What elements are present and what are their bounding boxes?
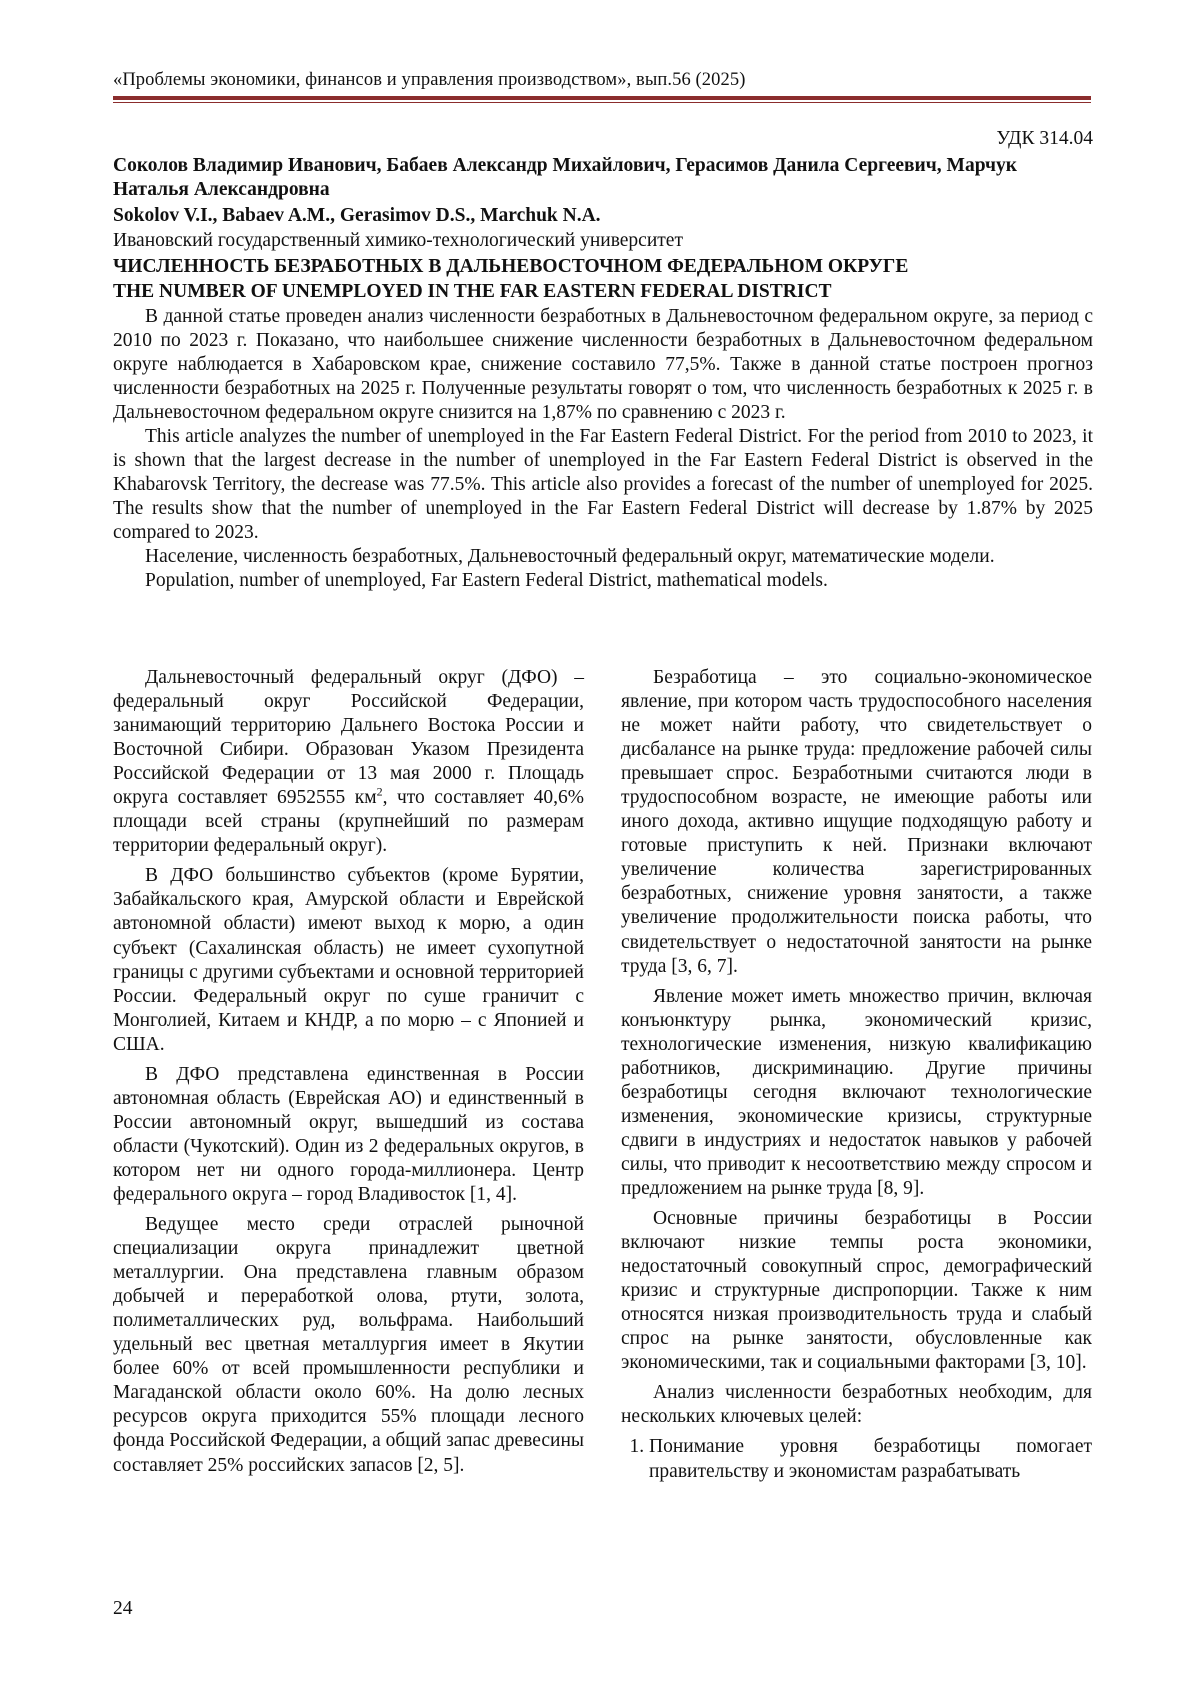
right-paragraph-4: Анализ численности безработных необходим, для нескольких ключевых целей:	[621, 1382, 1092, 1428]
right-paragraph-1: Безработица – это социально-экономическое явление, при котором часть трудоспособного населения не может найти работу, что свидетельствует о дисбалансе на рынке труда: предложение рабочей силы превышает спрос. Безработными считаются люди в трудоспособном возрасте, не имеющие работы или иного дохода, активно ищущие подходящую работу и готовые приступить к ней. Признаки включают увеличение количества зарегистрированных безработных, снижение уровня занятости, а также увеличение продолжительности поиска работы, что свидетельствует о недостаточной занятости на рынке труда [3, 6, 7].	[621, 667, 1092, 977]
left-paragraph-1	[113, 666, 584, 858]
abstract-english: This article analyzes the number of unemployed in the Far Eastern Federal District. For the period from 2010 to 2023, it is shown that the largest decrease in the number of unemployed in the Far Eastern Federal District is observed in the Khabarovsk Territory, the decrease was 77.5%. This article also provides a forecast of the number of unemployed for 2025. The results show that the number of unemployed in the Far Eastern Federal District will decrease by 1.87% by 2025 compared to 2023.	[113, 426, 1093, 543]
superscript-two: 2	[376, 784, 383, 799]
goals-list	[621, 1435, 1092, 1483]
left-paragraph-1-text-a: Дальневосточный федеральный округ (ДФО) – федеральный округ Российской Федерации, занимающий территорию Дальнего Востока России и Восточной Сибири. Образован Указом Президента Российской Федерации от 13 мая 2000 г. Площадь округа составляет 6952555 км	[113, 667, 584, 809]
left-paragraph-2: В ДФО большинство субъектов (кроме Бурятии, Забайкальского края, Амурской области и Еврейской автономной области) имеют выход к морю, а один субъект (Сахалинская область) не имеет сухопутной границы с другими субъектами и основной территорией России. Федеральный округ по суше граничит с Монголией, Китаем и КНДР, а по морю – с Японией и США.	[113, 865, 584, 1055]
left-paragraph-1-text-b: , что составляет 40,6% площади всей страны (крупнейший по размерам территории федеральный округ).	[113, 787, 584, 857]
page-number: 24	[113, 1598, 133, 1619]
left-column	[113, 666, 584, 1484]
keywords-english: Population, number of unemployed, Far Eastern Federal District, mathematical models.	[145, 570, 828, 591]
udk-code: УДК 314.04	[996, 128, 1093, 149]
affiliation: Ивановский государственный химико-технологический университет	[113, 230, 683, 251]
abstract-russian: В данной статье проведен анализ численности безработных в Дальневосточном федеральном округе, за период с 2010 по 2023 г. Показано, что наибольшее снижение численности безработных в Дальневосточном федеральном округе наблюдается в Хабаровском крае, снижение составило 77,5%. Также в данной статье построен прогноз численности безработных на 2025 г. Полученные результаты говорят о том, что численность безработных к 2025 г. в Дальневосточном федеральном округе снизится на 1,87% по сравнению с 2023 г.	[113, 306, 1093, 423]
running-header: «Проблемы экономики, финансов и управления производством», вып.56 (2025)	[113, 70, 746, 90]
header-rule-thick	[113, 96, 1091, 100]
list-item: 1. Понимание уровня безработицы помогает правительству и экономистам разрабатывать	[649, 1435, 1092, 1483]
authors-russian: Соколов Владимир Иванович, Бабаев Александр Михайлович, Герасимов Данила Сергеевич, Марчук Наталья Александровна	[113, 155, 1018, 200]
header-rule-thin	[113, 102, 1091, 103]
left-paragraph-3: В ДФО представлена единственная в России автономная область (Еврейская АО) и единственный в России автономный округ, вышедший из состава области (Чукотский). Один из 2 федеральных округов, в котором нет ни одного города-миллионера. Центр федерального округа – город Владивосток [1, 4].	[113, 1063, 584, 1205]
right-column	[621, 666, 1092, 1484]
title-russian: ЧИСЛЕННОСТЬ БЕЗРАБОТНЫХ В ДАЛЬНЕВОСТОЧНОМ ФЕДЕРАЛЬНОМ ОКРУГЕ	[113, 256, 909, 277]
right-paragraph-3: Основные причины безработицы в России включают низкие темпы роста экономики, недостаточный совокупный спрос, демографический кризис и структурные диспропорции. Также к ним относятся низкая производительность труда и слабый спрос на рынке занятости, обусловленные как экономическими, так и социальными факторами [3, 10].	[621, 1208, 1092, 1374]
authors-english: Sokolov V.I., Babaev A.M., Gerasimov D.S., Marchuk N.A.	[113, 205, 601, 226]
abstract-section	[113, 305, 1093, 593]
right-paragraph-2: Явление может иметь множество причин, включая конъюнктуру рынка, экономический кризис, технологические изменения, низкую квалификацию работников, дискриминацию. Другие причины безработицы сегодня включают технологические изменения, экономические кризисы, структурные сдвиги в индустриях и недостаток навыков у рабочей силы, что приводит к несоответствию между спросом и предложением на рынке труда [8, 9].	[621, 985, 1092, 1199]
title-english: THE NUMBER OF UNEMPLOYED IN THE FAR EASTERN FEDERAL DISTRICT	[113, 281, 832, 302]
keywords-russian: Население, численность безработных, Дальневосточный федеральный округ, математические модели.	[145, 546, 995, 567]
left-paragraph-4: Ведущее место среди отраслей рыночной специализации округа принадлежит цветной металлургии. Она представлена главным образом добычей и переработкой олова, ртути, золота, полиметаллических руд, вольфрама. Наибольший удельный вес цветная металлургия имеет в Якутии более 60% от всей промышленности республики и Магаданской области около 60%. На долю лесных ресурсов округа приходится 55% площади лесного фонда Российской Федерации, а общий запас древесины составляет 25% российских запасов [2, 5].	[113, 1214, 584, 1476]
